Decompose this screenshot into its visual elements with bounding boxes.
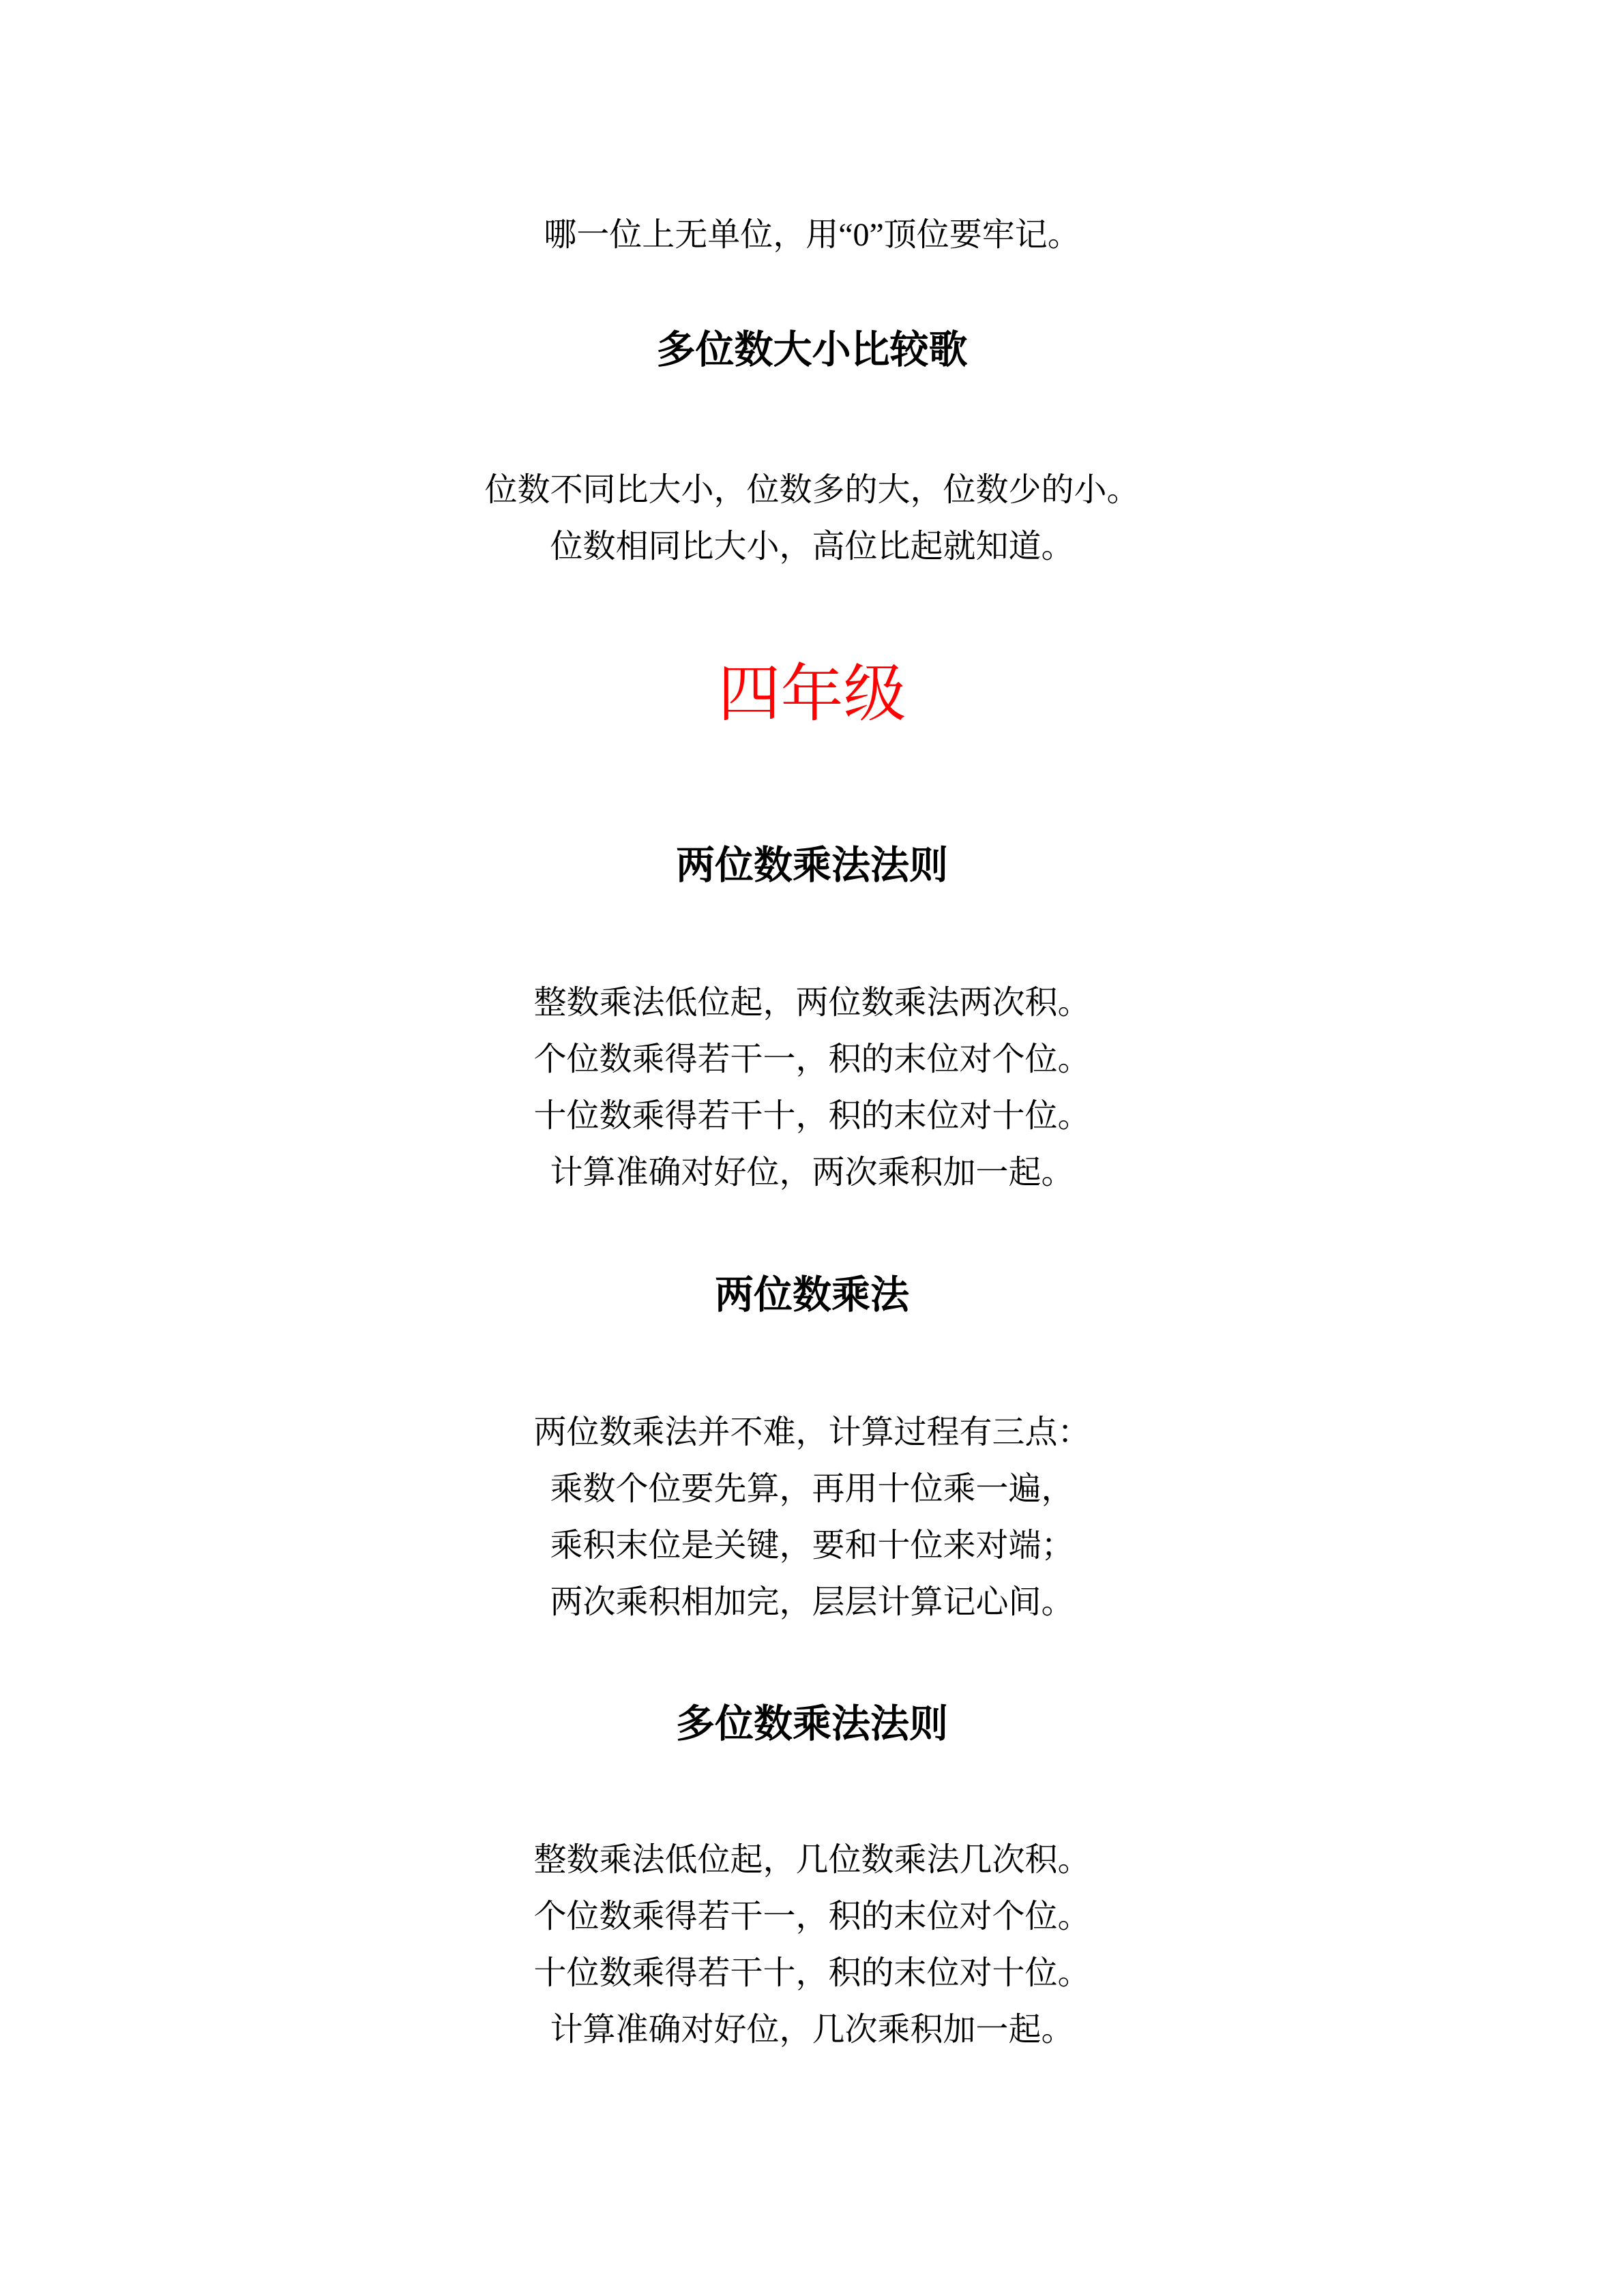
verse-line: 计算准确对好位，两次乘积加一起。 (550, 1154, 1074, 1191)
grade-title: 四年级 (718, 659, 906, 729)
verse-line: 两次乘积相加完，层层计算记心间。 (550, 1584, 1074, 1620)
section-heading-multidigit-multiplication-rule: 多位数乘法法则 (676, 1703, 948, 1746)
verse-line: 乘数个位要先算，再用十位乘一遍， (550, 1471, 1074, 1507)
verse-line: 哪一位上无单位，用“0”顶位要牢记。 (544, 217, 1080, 253)
verse-line: 位数不同比大小，位数多的大，位数少的小。 (484, 472, 1140, 508)
verse-line: 两位数乘法并不难，计算过程有三点： (533, 1414, 1091, 1450)
verse-line: 整数乘法低位起，几位数乘法几次积。 (533, 1842, 1091, 1878)
section-heading-multidigit-compare: 多位数大小比较歌 (656, 329, 968, 372)
section-heading-two-digit-multiplication: 两位数乘法 (715, 1274, 909, 1317)
verse-line: 十位数乘得若干十，积的末位对十位。 (533, 1955, 1091, 1991)
verse-line: 个位数乘得若干一，积的末位对个位。 (533, 1041, 1091, 1077)
verse-line: 整数乘法低位起，两位数乘法两次积。 (533, 985, 1091, 1021)
verse-line: 乘积末位是关键，要和十位来对端； (550, 1527, 1074, 1564)
verse-line: 计算准确对好位，几次乘积加一起。 (550, 2012, 1074, 2048)
verse-line: 十位数乘得若干十，积的末位对十位。 (533, 1098, 1091, 1134)
verse-line: 个位数乘得若干一，积的末位对个位。 (533, 1898, 1091, 1935)
section-heading-two-digit-multiplication-rule: 两位数乘法法则 (676, 844, 948, 887)
verse-line: 位数相同比大小，高位比起就知道。 (550, 528, 1074, 565)
